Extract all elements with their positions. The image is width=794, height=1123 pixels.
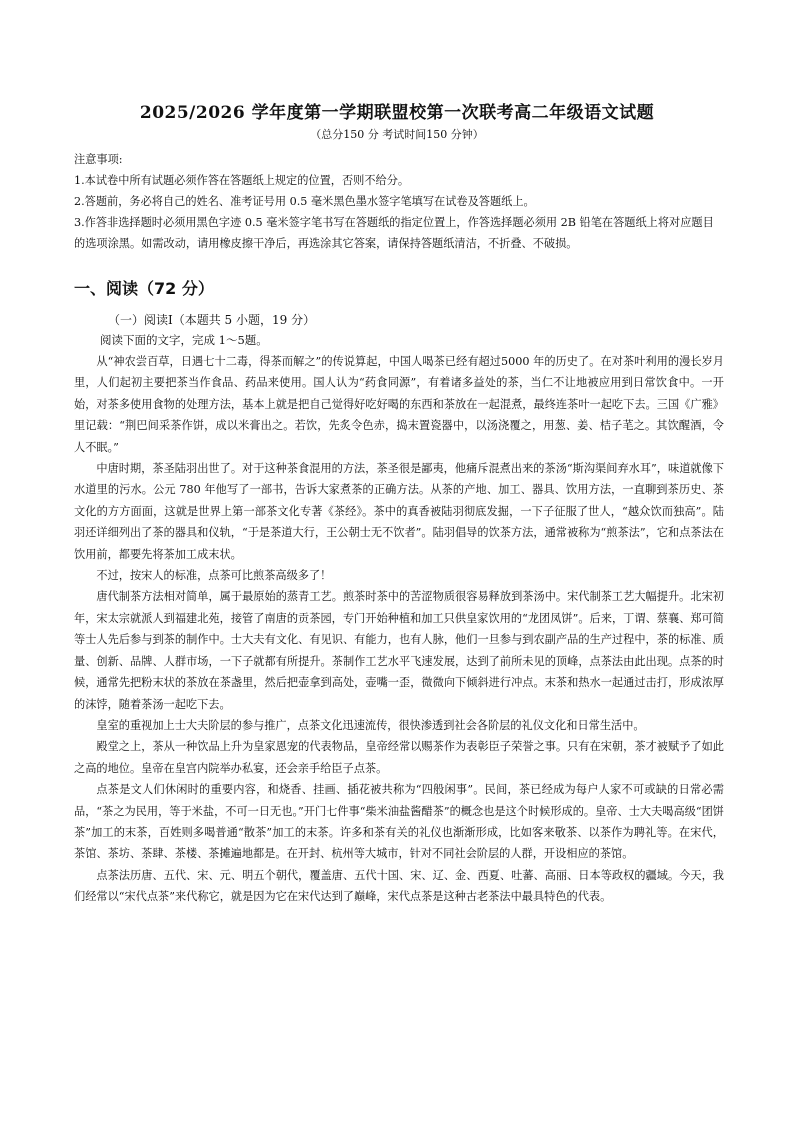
passage-paragraph: 中唐时期，茶圣陆羽出世了。对于这种茶食混用的方法，茶圣很是鄙夷，他痛斥混煮出来的茶汤“斯沟渠间弃水耳”，味道就像下水道里的污水。公元 780 年他写了一部书，告诉大家煮茶的正确方法。从茶的产地、加工、器具、饮用方法，一直聊到茶历史、茶文化的方方面面，这就是世界上第一部茶文化专著《茶经》。茶中的真香被陆羽彻底发掘，一下子征服了世人，“越众饮而独高”。陆羽还详细列出了茶的器具和仪轨，“于是茶道大行，王公朝士无不饮者”。陆羽倡导的饮茶方法，通常被称为“煎茶法”，它和点茶法在饮用前，都要先将茶加工成末状。 [74, 462, 724, 561]
passage-paragraph: 从“神农尝百草，日遇七十二毒，得茶而解之”的传说算起，中国人喝茶已经有超过5000 年的历史了。在对茶叶利用的漫长岁月里，人们起初主要把茶当作食品、药品来使用。国人认为“药食同源”，有着诸多益处的茶，当仁不让地被应用到日常饮食中。一开始，对茶多使用食物的处理方法，基本上就是把自己觉得好吃好喝的东西和茶放在一起混煮，最终连茶叶一起吃下去。三国《广雅》里记载：“荆巴间采茶作饼，成以米膏出之。若饮，先炙令色赤，捣末置瓷器中，以汤浇覆之，用葱、姜、桔子芼之。其饮醒酒，令人不眠。” [74, 355, 724, 454]
passage-paragraph: 唐代制茶方法相对简单，属于最原始的蒸青工艺。煎茶时茶中的苦涩物质很容易释放到茶汤中。宋代制茶工艺大幅提升。北宋初年，宋太宗就派人到福建北苑，接管了南唐的贡茶园，专门开始种植和加工只供皇家饮用的“龙团凤饼”。后来，丁谓、蔡襄、郑可简等士人先后参与到茶的制作中。士大夫有文化、有见识、有能力，也有人脉，他们一旦参与到农副产品的生产过程中，茶的标准、质量、创新、品牌、人群市场，一下子就都有所提升。茶制作工艺水平飞速发展，达到了前所未见的顶峰，点茶法由此出现。点茶的时候，通常先把粉末状的茶放在茶盏里，然后把壶拿到高处，壶嘴一歪，微微向下倾斜进行冲点。末茶和热水一起通过击打，形成浓厚的沫饽，随着茶汤一起吃下去。 [74, 590, 724, 711]
reading-passage [74, 351, 724, 908]
passage-paragraph: 殿堂之上，茶从一种饮品上升为皇家恩宠的代表物品，皇帝经常以赐茶作为表彰臣子荣誉之事。只有在宋朝，茶才被赋予了如此之高的地位。皇帝在皇宫内院举办私宴，还会亲手给臣子点茶。 [74, 740, 724, 775]
section-heading: 一、阅读（72 分） [74, 279, 214, 298]
reading-instruction: 阅读下面的文字，完成 1～5题。 [100, 333, 268, 347]
notes-heading: 注意事项: [74, 153, 123, 166]
passage-paragraph: 点茶法历唐、五代、宋、元、明五个朝代，覆盖唐、五代十国、宋、辽、金、西夏、吐蕃、高丽、日本等政权的疆域。今天，我们经常以“宋代点茶”来代称它，就是因为它在宋代达到了巅峰，宋代点茶是这种古老茶法中最具特色的代表。 [74, 868, 724, 904]
exam-subtitle: （总分150 分 考试时间150 分钟） [310, 128, 484, 141]
exam-notes [74, 149, 724, 254]
passage-paragraph: 不过，按宋人的标准，点茶可比煎茶高级多了！ [96, 569, 332, 583]
notes-item: 1.本试卷中所有试题必须作答在答题纸上规定的位置，否则不给分。 [74, 174, 410, 187]
passage-paragraph: 皇室的重视加上士大夫阶层的参与推广，点茶文化迅速流传，很快渗透到社会各阶层的礼仪文化和日常生活中。 [96, 718, 645, 732]
part-heading: （一）阅读Ⅰ（本题共 5 小题，19 分） [108, 313, 316, 327]
notes-item: 2.答题前，务必将自己的姓名、准考证号用 0.5 毫米黑色墨水签字笔填写在试卷及答题纸上。 [74, 195, 535, 208]
passage-paragraph: 点茶是文人们休闲时的重要内容，和烧香、挂画、插花被共称为“四般闲事”。民间，茶已经成为每户人家不可或缺的日常必需品，“茶之为民用，等于米盐，不可一日无也。”开门七件事“柴米油盐酱醋茶”的概念也是这个时候形成的。皇帝、士大夫喝高级“团饼茶”加工的末茶，百姓则多喝普通“散茶”加工的末茶。许多和茶有关的礼仪也渐渐形成，比如客来敬茶、以茶作为聘礼等。在宋代，茶馆、茶坊、茶肆、茶楼、茶摊遍地都是。在开封、杭州等大城市，针对不同社会阶层的人群，开设相应的茶馆。 [74, 783, 724, 861]
notes-item: 3.作答非选择题时必须用黑色字迹 0.5 毫米签字笔书写在答题纸的指定位置上，作答选择题必须用 2B 铅笔在答题纸上将对应题目的选项涂黑。如需改动，请用橡皮擦干净后，再选涂其它答案，请保持答题纸清洁，不折叠、不破损。 [74, 216, 714, 250]
exam-title: 2025/2026 学年度第一学期联盟校第一次联考高二年级语文试题 [139, 103, 655, 123]
